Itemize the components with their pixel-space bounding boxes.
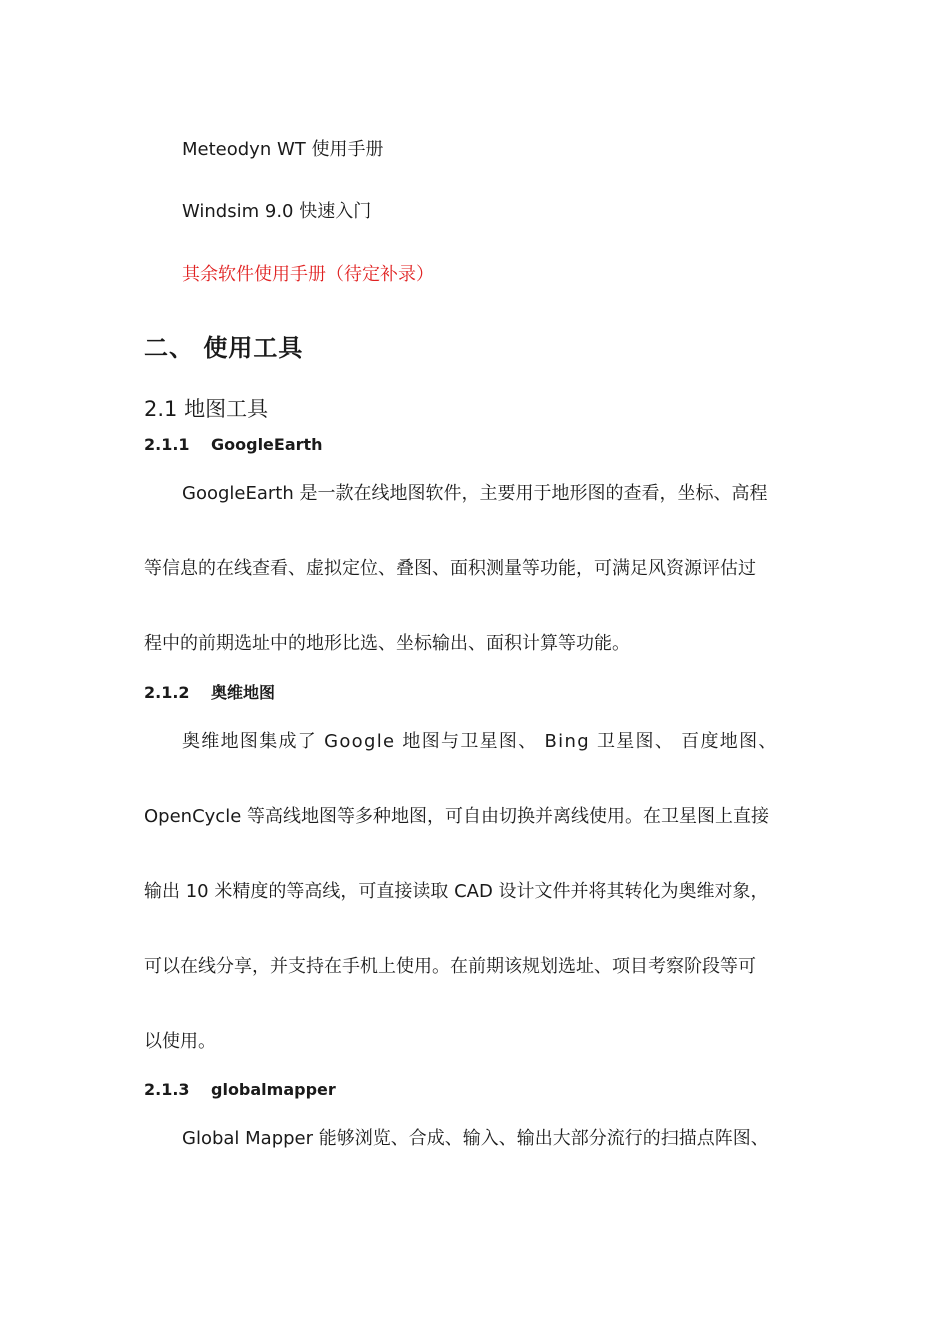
subsection-heading-ovital xyxy=(144,682,275,704)
reference-item-windsim: Windsim 9.0 快速入门 xyxy=(182,201,372,222)
paragraph-line: OpenCycle 等高线地图等多种地图，可自由切换并离线使用。在卫星图上直接 xyxy=(144,806,769,827)
subsection-title: 奥维地图 xyxy=(211,683,276,702)
subsection-number: 2.1.3 xyxy=(144,1080,190,1099)
subsection-title: GoogleEarth xyxy=(211,435,323,454)
reference-item-other: 其余软件使用手册（待定补录） xyxy=(182,264,434,285)
subsection-heading-googleearth xyxy=(144,434,323,456)
subsection-heading-globalmapper xyxy=(144,1079,336,1101)
paragraph-line: 以使用。 xyxy=(144,1031,216,1052)
subsection-number: 2.1.1 xyxy=(144,435,190,454)
paragraph-line: 可以在线分享，并支持在手机上使用。在前期该规划选址、项目考察阶段等可 xyxy=(144,956,756,977)
subsection-number: 2.1.2 xyxy=(144,683,190,702)
paragraph-line: 等信息的在线查看、虚拟定位、叠图、面积测量等功能，可满足风资源评估过 xyxy=(144,558,756,579)
reference-item-meteodyn: Meteodyn WT 使用手册 xyxy=(182,139,384,160)
subsection-title: globalmapper xyxy=(211,1080,336,1099)
paragraph-line: GoogleEarth 是一款在线地图软件，主要用于地形图的查看，坐标、高程 xyxy=(182,483,768,504)
paragraph-line: 程中的前期选址中的地形比选、坐标输出、面积计算等功能。 xyxy=(144,633,630,654)
chapter-heading: 二、 使用工具 xyxy=(144,333,304,362)
section-heading: 2.1 地图工具 xyxy=(144,397,269,421)
paragraph-line: 输出 10 米精度的等高线，可直接读取 CAD 设计文件并将其转化为奥维对象， xyxy=(144,881,769,902)
paragraph-line: Global Mapper 能够浏览、合成、输入、输出大部分流行的扫描点阵图、 xyxy=(182,1128,769,1149)
paragraph-line: 奥维地图集成了 Google 地图与卫星图、 Bing 卫星图、 百度地图、 xyxy=(182,731,778,752)
